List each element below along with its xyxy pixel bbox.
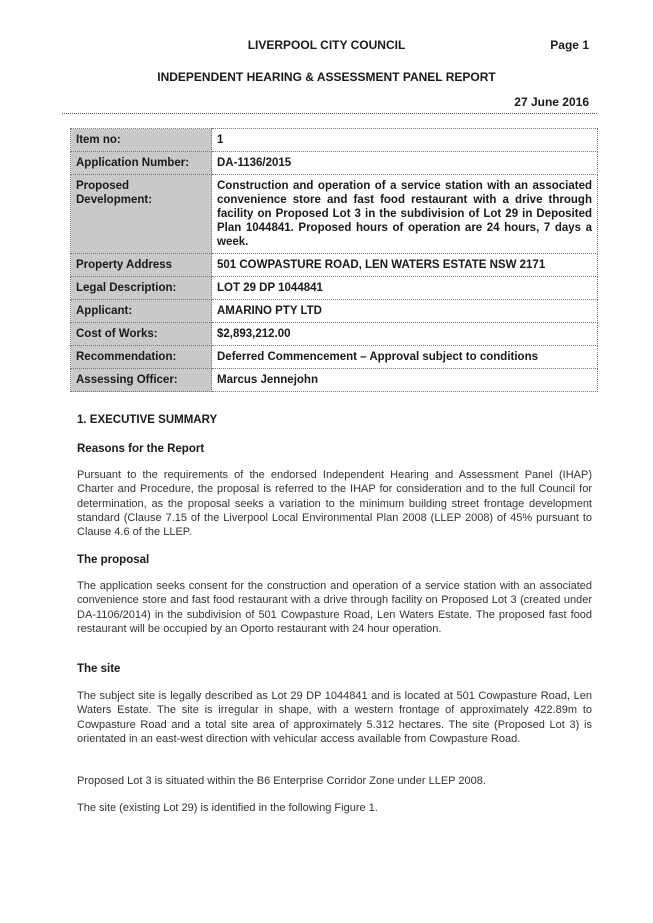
details-label: Proposed Development: [71, 175, 212, 254]
details-value: $2,893,212.00 [212, 323, 598, 346]
proposal-heading: The proposal [77, 554, 150, 566]
details-value: Marcus Jennejohn [212, 369, 598, 392]
report-title: INDEPENDENT HEARING & ASSESSMENT PANEL REPORT [157, 70, 496, 84]
details-row-recommendation [71, 346, 598, 369]
details-row-applicant [71, 300, 598, 323]
details-row-proposed-development [71, 175, 598, 254]
details-label: Item no: [71, 129, 212, 152]
reasons-heading: Reasons for the Report [77, 443, 205, 455]
details-row-cost-of-works [71, 323, 598, 346]
details-label: Assessing Officer: [71, 369, 212, 392]
site-heading: The site [77, 663, 121, 675]
details-value: LOT 29 DP 1044841 [212, 277, 598, 300]
details-value: Deferred Commencement – Approval subject to conditions [212, 346, 598, 369]
details-label: Recommendation: [71, 346, 212, 369]
details-value: Construction and operation of a service station with an associated convenience store and fast food restaurant with a drive through facility on Proposed Lot 3 in the subdivision of Lot 29 in Deposited Plan 1044841. Proposed hours of operation are 24 hours, 7 days a week. [212, 175, 598, 254]
page-number: Page 1 [550, 38, 589, 52]
executive-summary-heading: 1. EXECUTIVE SUMMARY [77, 414, 218, 426]
report-date: 27 June 2016 [514, 95, 589, 109]
site-paragraph-2: Proposed Lot 3 is situated within the B6 Enterprise Corridor Zone under LLEP 2008. [77, 775, 486, 787]
details-label: Property Address [71, 254, 212, 277]
proposal-paragraph: The application seeks consent for the construction and operation of a service station with an associated convenience store and fast food restaurant with a drive through facility on Proposed Lot 3 (created under DA-1106/2014) in the subdivision of 501 Cowpasture Road, Len Waters Estate. The proposed fast food restaurant will be occupied by an Oporto restaurant with 24 hour operation. [77, 580, 592, 635]
details-label: Cost of Works: [71, 323, 212, 346]
council-name: LIVERPOOL CITY COUNCIL [247, 38, 406, 52]
reasons-paragraph: Pursuant to the requirements of the endorsed Independent Hearing and Assessment Panel (IHAP) Charter and Procedure, the proposal is referred to the IHAP for consideration and to the full Council for determination, as the proposal seeks a variation to the minimum building street frontage development standard (Clause 7.15 of the Liverpool Local Environmental Plan 2008 (LLEP 2008) of 45% pursuant to Clause 4.6 of the LLEP. [77, 469, 592, 539]
header-divider [62, 113, 597, 114]
details-value: 501 COWPASTURE ROAD, LEN WATERS ESTATE NSW 2171 [212, 254, 598, 277]
details-row-property-address [71, 254, 598, 277]
details-value: DA-1136/2015 [212, 152, 598, 175]
details-label: Legal Description: [71, 277, 212, 300]
details-label: Applicant: [71, 300, 212, 323]
site-paragraph-1: The subject site is legally described as Lot 29 DP 1044841 and is located at 501 Cowpasture Road, Len Waters Estate. The site is irregular in shape, with a western frontage of approximately 422.89m to Cowpasture Road and a total site area of approximately 5.312 hectares. The site (Proposed Lot 3) is orientated in an east-west direction with vehicular access available from Cowpasture Road. [77, 690, 592, 745]
details-label: Application Number: [71, 152, 212, 175]
details-row-assessing-officer [71, 369, 598, 392]
details-row-legal-description [71, 277, 598, 300]
details-value: 1 [212, 129, 598, 152]
application-details-table [70, 128, 598, 392]
site-paragraph-3: The site (existing Lot 29) is identified in the following Figure 1. [77, 802, 378, 814]
details-value: AMARINO PTY LTD [212, 300, 598, 323]
details-row-item-no [71, 129, 598, 152]
details-row-application-number [71, 152, 598, 175]
